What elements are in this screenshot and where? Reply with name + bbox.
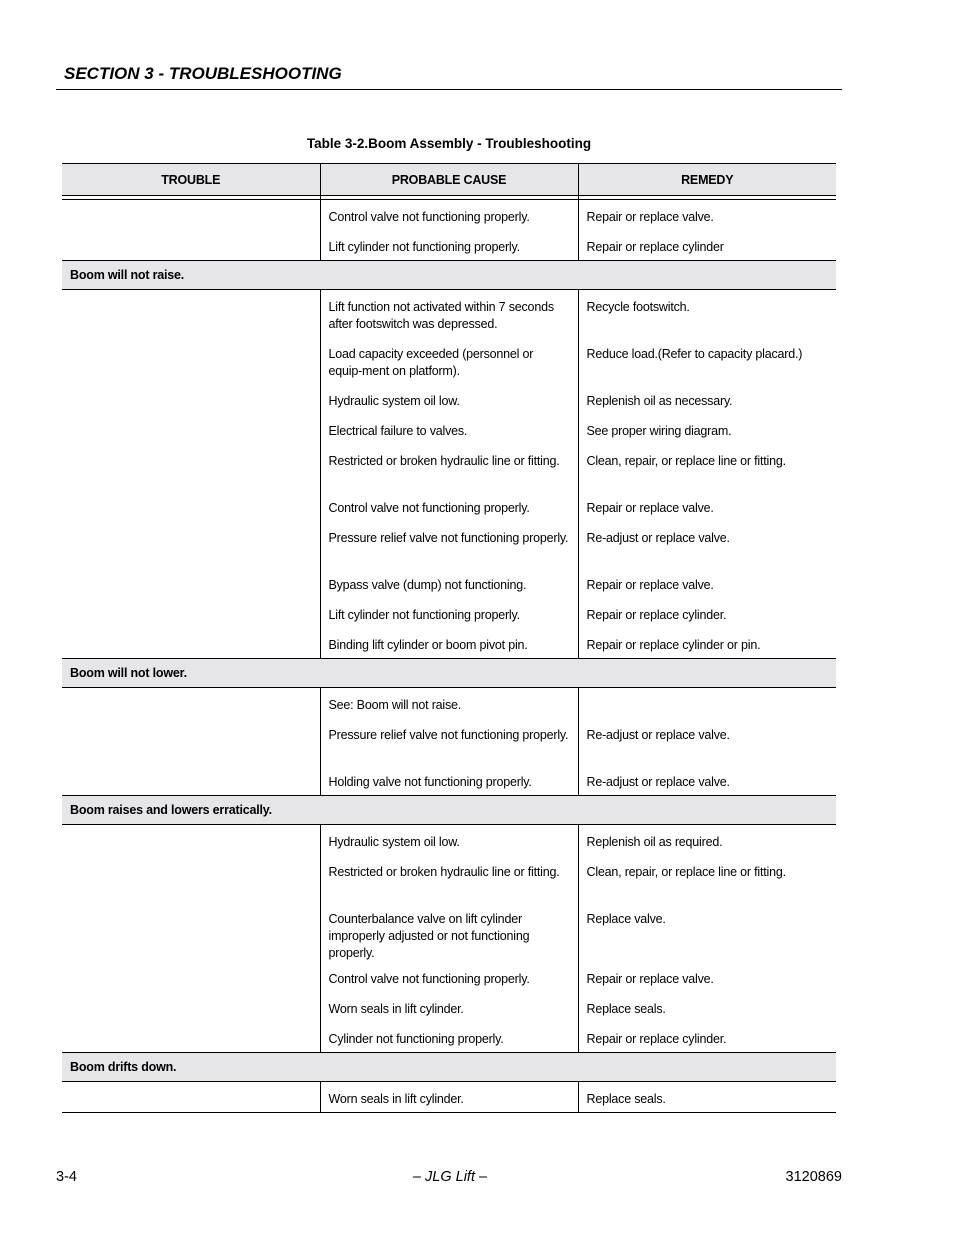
table-row	[62, 1022, 836, 1053]
table-row	[62, 1082, 836, 1113]
table-row	[62, 414, 836, 444]
trouble-cell	[62, 902, 320, 962]
remedy-cell: Re-adjust or replace valve.	[578, 521, 836, 568]
table-row	[62, 290, 836, 338]
table-row	[62, 992, 836, 1022]
trouble-cell	[62, 290, 320, 338]
troubleshooting-table	[62, 163, 836, 1113]
remedy-cell: Replenish oil as necessary.	[578, 384, 836, 414]
column-header-probable-cause: PROBABLE CAUSE	[320, 164, 578, 196]
trouble-cell	[62, 568, 320, 598]
table-row	[62, 825, 836, 856]
remedy-cell: Repair or replace valve.	[578, 491, 836, 521]
trouble-label: Boom raises and lowers erratically.	[62, 796, 836, 825]
trouble-cell	[62, 688, 320, 719]
remedy-cell: Re-adjust or replace valve.	[578, 765, 836, 796]
trouble-cell	[62, 521, 320, 568]
remedy-cell: Repair or replace valve.	[578, 962, 836, 992]
trouble-cell	[62, 825, 320, 856]
table-row	[62, 337, 836, 384]
table-caption: Table 3-2.Boom Assembly - Troubleshooting	[306, 136, 592, 151]
trouble-cell	[62, 384, 320, 414]
trouble-cell	[62, 1082, 320, 1113]
column-header-remedy: REMEDY	[578, 164, 836, 196]
table-row	[62, 230, 836, 261]
column-header-trouble: TROUBLE	[62, 164, 320, 196]
probable-cause-cell: Bypass valve (dump) not functioning.	[320, 568, 578, 598]
trouble-cell	[62, 200, 320, 231]
trouble-group-row	[62, 796, 836, 825]
trouble-group-row	[62, 261, 836, 290]
document-number: 3120869	[785, 1169, 842, 1185]
page-number: 3-4	[56, 1169, 77, 1185]
trouble-group-row	[62, 1053, 836, 1082]
remedy-cell: Replenish oil as required.	[578, 825, 836, 856]
remedy-cell: Repair or replace cylinder.	[578, 598, 836, 628]
probable-cause-cell: Control valve not functioning properly.	[320, 962, 578, 992]
remedy-cell: Replace seals.	[578, 992, 836, 1022]
trouble-cell	[62, 337, 320, 384]
trouble-label: Boom drifts down.	[62, 1053, 836, 1082]
probable-cause-cell: Restricted or broken hydraulic line or fitting.	[320, 855, 578, 902]
table-row	[62, 688, 836, 719]
trouble-cell	[62, 962, 320, 992]
probable-cause-cell: Hydraulic system oil low.	[320, 825, 578, 856]
probable-cause-cell: Load capacity exceeded (personnel or equip-ment on platform).	[320, 337, 578, 384]
remedy-cell: Repair or replace cylinder	[578, 230, 836, 261]
remedy-cell: Replace valve.	[578, 902, 836, 962]
probable-cause-cell: Restricted or broken hydraulic line or fitting.	[320, 444, 578, 491]
remedy-cell: Repair or replace cylinder.	[578, 1022, 836, 1053]
probable-cause-cell: Hydraulic system oil low.	[320, 384, 578, 414]
probable-cause-cell: Worn seals in lift cylinder.	[320, 992, 578, 1022]
trouble-cell	[62, 718, 320, 765]
remedy-cell: Repair or replace cylinder or pin.	[578, 628, 836, 659]
probable-cause-cell: Lift function not activated within 7 seconds after footswitch was depressed.	[320, 290, 578, 338]
probable-cause-cell: Control valve not functioning properly.	[320, 200, 578, 231]
remedy-cell: Repair or replace valve.	[578, 200, 836, 231]
probable-cause-cell: Pressure relief valve not functioning properly.	[320, 718, 578, 765]
remedy-cell: Repair or replace valve.	[578, 568, 836, 598]
trouble-label: Boom will not raise.	[62, 261, 836, 290]
table-row	[62, 718, 836, 765]
trouble-cell	[62, 598, 320, 628]
remedy-cell: Reduce load.(Refer to capacity placard.)	[578, 337, 836, 384]
trouble-cell	[62, 414, 320, 444]
table-header-row	[62, 164, 836, 196]
remedy-cell: Clean, repair, or replace line or fitting.	[578, 444, 836, 491]
remedy-cell: Replace seals.	[578, 1082, 836, 1113]
probable-cause-cell: Holding valve not functioning properly.	[320, 765, 578, 796]
table-row	[62, 200, 836, 231]
table-row	[62, 962, 836, 992]
trouble-cell	[62, 444, 320, 491]
header-divider	[56, 89, 842, 90]
trouble-cell	[62, 855, 320, 902]
trouble-cell	[62, 765, 320, 796]
remedy-cell: Re-adjust or replace valve.	[578, 718, 836, 765]
probable-cause-cell: Pressure relief valve not functioning properly.	[320, 521, 578, 568]
table-row	[62, 444, 836, 491]
probable-cause-cell: See: Boom will not raise.	[320, 688, 578, 719]
probable-cause-cell: Electrical failure to valves.	[320, 414, 578, 444]
probable-cause-cell: Binding lift cylinder or boom pivot pin.	[320, 628, 578, 659]
table-row	[62, 598, 836, 628]
table-row	[62, 855, 836, 902]
trouble-cell	[62, 491, 320, 521]
table-row	[62, 568, 836, 598]
probable-cause-cell: Lift cylinder not functioning properly.	[320, 230, 578, 261]
remedy-cell: Recycle footswitch.	[578, 290, 836, 338]
probable-cause-cell: Worn seals in lift cylinder.	[320, 1082, 578, 1113]
remedy-cell: Clean, repair, or replace line or fitting.	[578, 855, 836, 902]
trouble-cell	[62, 1022, 320, 1053]
table-body	[62, 200, 836, 1113]
probable-cause-cell: Control valve not functioning properly.	[320, 491, 578, 521]
section-title: SECTION 3 - TROUBLESHOOTING	[64, 64, 342, 83]
remedy-cell: See proper wiring diagram.	[578, 414, 836, 444]
table-row	[62, 384, 836, 414]
table-row	[62, 765, 836, 796]
probable-cause-cell: Counterbalance valve on lift cylinder improperly adjusted or not functioning properly.	[320, 902, 578, 962]
trouble-cell	[62, 628, 320, 659]
trouble-label: Boom will not lower.	[62, 659, 836, 688]
table-row	[62, 902, 836, 962]
probable-cause-cell: Lift cylinder not functioning properly.	[320, 598, 578, 628]
trouble-cell	[62, 992, 320, 1022]
remedy-cell	[578, 688, 836, 719]
probable-cause-cell: Cylinder not functioning properly.	[320, 1022, 578, 1053]
table-row	[62, 491, 836, 521]
table-row	[62, 521, 836, 568]
trouble-group-row	[62, 659, 836, 688]
trouble-cell	[62, 230, 320, 261]
table-row	[62, 628, 836, 659]
footer-brand: – JLG Lift –	[412, 1169, 488, 1185]
